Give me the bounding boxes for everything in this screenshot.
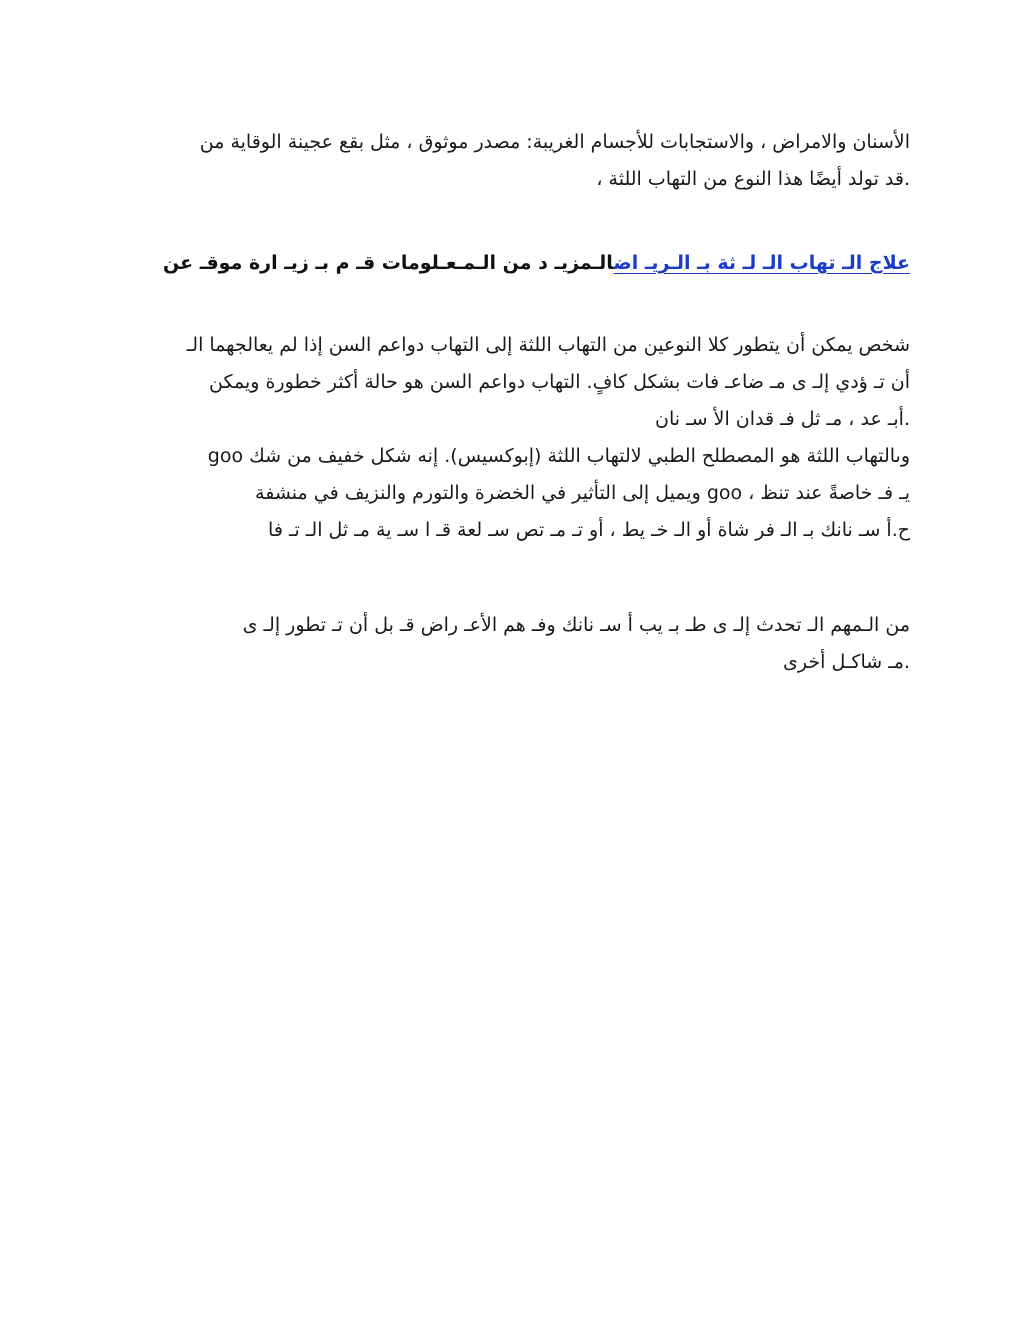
section-heading [110,245,910,282]
paragraph-intro [110,124,910,198]
paragraph-line: الأسنان والامراض ، والاستجابات للأجسام الغريبة: مصدر موثوق ، مثل بقع عجينة الوقاية من [199,131,910,153]
paragraph-line: goo وىالتهاب اللثة هو المصطلح الطبي لالتهاب اللثة (إبوكسيس). إنه شكل خفيف من شك [207,445,910,467]
paragraph-line: من الـمهم الـ تحدث إلـ ى طـ بـ يب أ سـ نانك وفـ هم الأعـ راض قـ بل أن تـ تطور إلـ ى [242,614,910,636]
paragraph-gingivitis [110,327,910,549]
paragraph-line: شخص يمكن أن يتطور كلا النوعين من التهاب اللثة إلى التهاب دواعم السن إذا لم يعالجهما الـ [186,334,910,356]
paragraph-line: .أبـ عد ، مـ ثل فـ قدان الأ سـ نان [655,408,910,430]
treatment-link[interactable]: علاج الـ تهاب الـ لـ ثة بـ الـريـ اض [613,252,910,274]
paragraph-line: .مـ شاكـل أخرى [783,651,910,673]
paragraph-line: أن تـ ؤدي إلـ ى مـ ضاعـ فات بشكل كافٍ. التهاب دواعم السن هو حالة أكثر خطورة ويمكن [209,371,910,393]
paragraph-advice [110,607,910,681]
paragraph-line: .قد تولد أيضًا هذا النوع من التهاب اللثة ، [596,168,910,190]
paragraph-line: يـ فـ خاصةً عند تنظ ، goo ويميل إلى التأثير في الخضرة والتورم والنزيف في منشفة [255,482,910,504]
paragraph-line: ح.أ سـ نانك بـ الـ فر شاة أو الـ خـ يط ، أو تـ مـ تص سـ لعة قـ ا سـ ية مـ ثل الـ تـ فا [268,519,910,541]
heading-rest-text: الـمزيـ د من الـمـعـلومات قـ م بـ زيـ ارة موقـ عن [163,252,614,274]
